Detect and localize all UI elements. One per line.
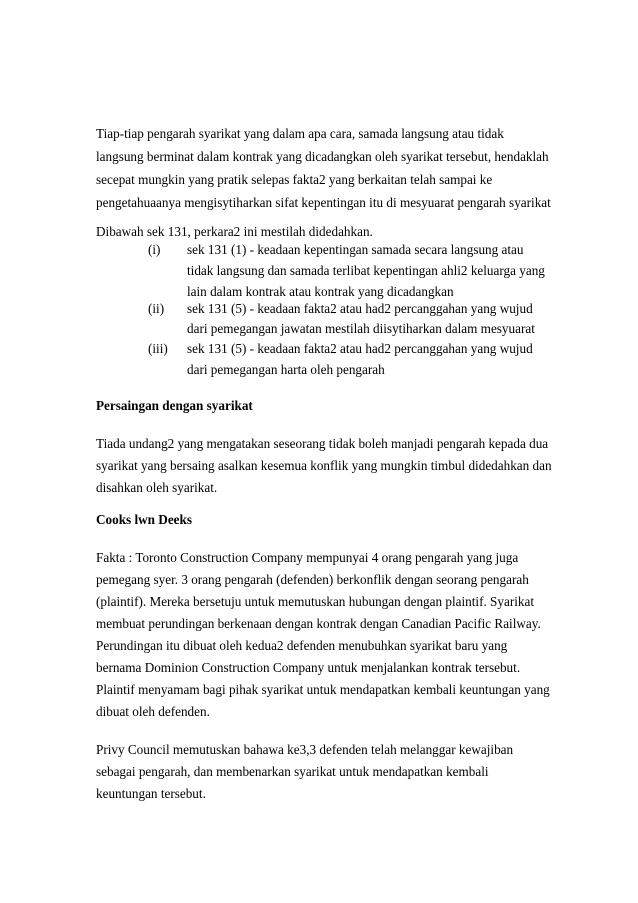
paragraph-1-line: pengetahuaanya mengisytiharkan sifat kepentingan itu di mesyuarat pengarah syarikat (96, 195, 551, 210)
paragraph-4-line: Plaintif menyamam bagi pihak syarikat untuk mendapatkan kembali keuntungan yang (96, 682, 550, 697)
paragraph-4-line: Fakta : Toronto Construction Company mempunyai 4 orang pengarah yang juga (96, 550, 519, 565)
paragraph-3-line: syarikat yang bersaing asalkan kesemua konflik yang mungkin timbul didedahkan dan (96, 458, 552, 473)
section-131-intro: Dibawah sek 131, perkara2 ini mestilah didedahkan. (96, 224, 373, 239)
paragraph-1-line: langsung berminat dalam kontrak yang dicadangkan oleh syarikat tersebut, hendaklah (96, 149, 549, 164)
paragraph-3-line: disahkan oleh syarikat. (96, 480, 218, 495)
list-item-number: (ii) (148, 301, 165, 316)
paragraph-4-line: dibuat oleh defenden. (96, 704, 210, 719)
paragraph-4-line: (plaintif). Mereka bersetuju untuk memutuskan hubungan dengan plaintif. Syarikat (96, 594, 535, 609)
list-item-line: tidak langsung dan samada terlibat kepentingan ahli2 keluarga yang (187, 263, 545, 278)
case-heading: Cooks lwn Deeks (96, 512, 192, 527)
paragraph-5-line: Privy Council memutuskan bahawa ke3,3 defenden telah melanggar kewajiban (96, 742, 514, 757)
list-item-number: (i) (148, 242, 161, 257)
paragraph-5-line: sebagai pengarah, dan membenarkan syarikat untuk mendapatkan kembali (96, 764, 489, 779)
paragraph-5-line: keuntungan tersebut. (96, 786, 206, 801)
paragraph-1-line: secepat mungkin yang pratik selepas fakta2 yang berkaitan telah sampai ke (96, 172, 493, 187)
list-item-number: (iii) (148, 341, 168, 356)
paragraph-4-line: membuat perundingan berkenaan dengan kontrak dengan Canadian Pacific Railway. (96, 616, 541, 631)
list-item-line: dari pemegangan jawatan mestilah diisytiharkan dalam mesyuarat (187, 321, 535, 336)
paragraph-4-line: bernama Dominion Construction Company untuk menjalankan kontrak tersebut. (96, 660, 521, 675)
paragraph-3-line: Tiada undang2 yang mengatakan seseorang tidak boleh manjadi pengarah kepada dua (96, 436, 549, 451)
list-item-line: dari pemegangan harta oleh pengarah (187, 362, 385, 377)
list-item-line: lain dalam kontrak atau kontrak yang dicadangkan (187, 284, 454, 299)
paragraph-4-line: Perundingan itu dibuat oleh kedua2 defenden menubuhkan syarikat baru yang (96, 638, 508, 653)
paragraph-4-line: pemegang syer. 3 orang pengarah (defenden) berkonflik dengan seorang pengarah (96, 572, 529, 587)
section-heading: Persaingan dengan syarikat (96, 398, 253, 413)
list-item-line: sek 131 (1) - keadaan kepentingan samada secara langsung atau (187, 242, 524, 257)
list-item-line: sek 131 (5) - keadaan fakta2 atau had2 percanggahan yang wujud (187, 341, 533, 356)
paragraph-1-line: Tiap-tiap pengarah syarikat yang dalam apa cara, samada langsung atau tidak (96, 126, 504, 141)
list-item-line: sek 131 (5) - keadaan fakta2 atau had2 percanggahan yang wujud (187, 301, 533, 316)
